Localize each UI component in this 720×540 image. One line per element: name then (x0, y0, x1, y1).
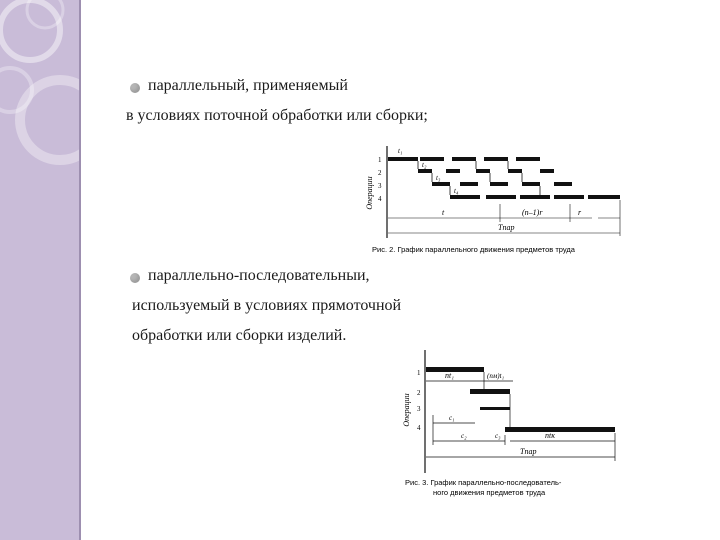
figure2-label-ntk: ntк (545, 431, 555, 440)
bullet-1-line-2: в условиях поточной обработки или сборки; (126, 107, 428, 124)
sidebar-border (79, 0, 81, 540)
figure2-caption-line-2: ного движения предметов труда (433, 488, 546, 497)
figure1-label-t1: t₁ (398, 147, 403, 155)
figure2-label-nmt1: (nм)t₁ (487, 372, 505, 380)
figure2-op-3: 3 (417, 405, 421, 413)
decorative-sidebar (0, 0, 79, 540)
figure1-op-4: 4 (378, 195, 382, 203)
figure1-label-t2: t₂ (422, 161, 427, 169)
figure2-ylabel: Операции (402, 393, 411, 427)
figure2-label-c3: c₃ (495, 432, 501, 440)
figure2-label-nt1: nt₁ (445, 371, 455, 380)
figure2-label-total: Tпар (520, 447, 537, 456)
bullet-2-line-2: используемый в условиях прямоточной (132, 297, 402, 314)
bullet-2-line-3: обработки или сборки изделий. (132, 327, 347, 344)
figure1-label-t3: t₃ (436, 174, 441, 182)
figure2-label-c1: c₁ (449, 414, 455, 422)
bullet-2-line-1: параллельно-последовательныи, (148, 267, 370, 284)
figure1-label-total: Tпар (498, 223, 515, 232)
figure-parallel-sequential-movement (395, 345, 635, 505)
figure1-op-3: 3 (378, 182, 382, 190)
figure1-label-t4: t₄ (454, 187, 459, 195)
figure2-op-1: 1 (417, 369, 421, 377)
figure1-op-1: 1 (378, 156, 382, 164)
figure1-op-2: 2 (378, 169, 382, 177)
figure-parallel-movement (360, 138, 630, 263)
bullet-icon (130, 273, 140, 283)
figure1-label-n1: (n–1)r (522, 208, 543, 217)
figure2-op-2: 2 (417, 389, 421, 397)
figure1-label-r: r (578, 208, 582, 217)
figure2-caption-line-1: Рис. 3. График параллельно-последователь- (405, 478, 562, 487)
bullet-1-line-1: параллельный, применяемый (148, 77, 348, 94)
figure1-ylabel: Операции (365, 176, 374, 210)
figure1-caption: Рис. 2. График параллельного движения предметов труда (372, 245, 575, 254)
bullet-icon (130, 83, 140, 93)
sidebar-circles (0, 0, 79, 540)
figure2-op-4: 4 (417, 424, 421, 432)
figure2-label-c2: c₂ (461, 432, 467, 440)
figure1-label-t: t (442, 208, 445, 217)
